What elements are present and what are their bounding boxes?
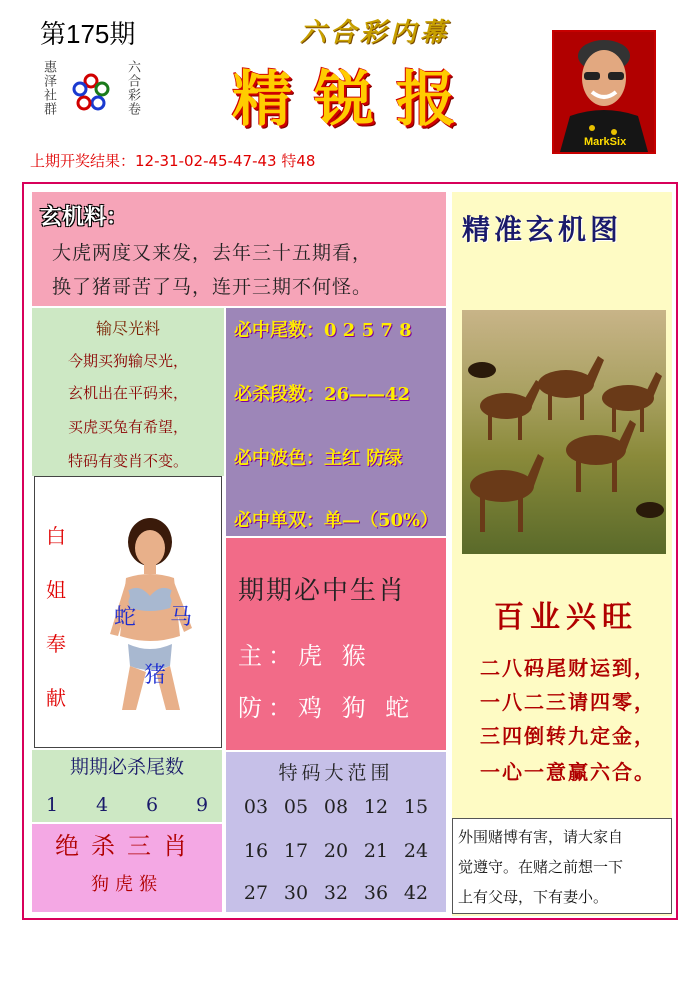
zodiac-title: 期期必中生肖 <box>238 576 407 606</box>
prediction-odd-even: 必中单双：单—（50%） <box>234 510 439 531</box>
horses-image <box>462 310 666 554</box>
poem-line-1: 今期买狗输尽光， <box>67 352 188 370</box>
kill-digit-3: 6 <box>146 794 159 816</box>
horses-icon <box>462 310 666 554</box>
zodiac-main: 主：虎 猴 <box>238 642 372 670</box>
prediction-tail: 必中尾数：0 2 5 7 8 <box>234 320 412 341</box>
poem-line-2: 玄机出在平码来， <box>67 384 188 402</box>
tema-range-title: 特码大范围 <box>278 762 394 784</box>
tema-number: 12 <box>363 796 389 818</box>
side-char-3: 奉 <box>46 632 66 656</box>
side-char-1: 白 <box>46 524 66 548</box>
poem-line-3: 买虎买兔有希望， <box>67 418 188 436</box>
zodiac-horse: 马 <box>170 605 193 630</box>
prosperity-title: 百业兴旺 <box>494 600 638 635</box>
portrait-photo <box>552 30 656 154</box>
xuanji-line-1: 大虎两度又来发，去年三十五期看， <box>52 242 373 264</box>
last-result: 上期开奖结果：12-31-02-45-47-43 特48 <box>30 152 316 170</box>
kill-tail-title: 期期必杀尾数 <box>69 756 184 778</box>
tema-number: 05 <box>283 796 309 818</box>
xuanji-title: 玄机料： <box>40 204 129 230</box>
warning-line-3: 上有父母，下有妻小。 <box>458 888 609 906</box>
prediction-panel <box>226 308 446 536</box>
logo <box>30 58 152 132</box>
tagline: 六合彩内幕 <box>300 18 451 48</box>
side-char-2: 姐 <box>46 578 66 602</box>
zodiac-snake: 蛇 <box>114 605 137 630</box>
prediction-range: 必杀段数：26——42 <box>234 384 411 405</box>
flower-logo-icon <box>70 72 112 114</box>
poem-title: 输尽光料 <box>95 319 160 338</box>
tema-number: 42 <box>403 882 429 904</box>
issue-number: 第175期 <box>40 19 136 49</box>
tema-number: 21 <box>363 840 389 862</box>
zodiac-guard: 防：鸡 狗 蛇 <box>238 694 416 722</box>
logo-left-text: 惠泽社群 <box>41 60 56 116</box>
right-line-4: 一心一意赢六合。 <box>480 760 656 784</box>
side-char-4: 献 <box>46 686 66 710</box>
logo-right-text: 六合彩卷 <box>125 60 140 116</box>
kill-digit-1: 1 <box>46 794 59 816</box>
kill-digit-2: 4 <box>96 794 109 816</box>
tema-number: 08 <box>323 796 349 818</box>
tema-number: 32 <box>323 882 349 904</box>
tema-number: 17 <box>283 840 309 862</box>
prediction-color: 必中波色：主红 防绿 <box>234 448 403 469</box>
tema-number: 16 <box>243 840 269 862</box>
tema-number: 30 <box>283 882 309 904</box>
xuanji-line-2: 换了猪哥苦了马，连开三期不何怪。 <box>52 276 373 298</box>
photo-caption: MarkSix <box>584 136 627 148</box>
poem-line-4: 特码有变肖不变。 <box>67 452 188 470</box>
tema-number: 20 <box>323 840 349 862</box>
zodiac-pig: 猪 <box>144 663 167 688</box>
masthead-title: 精锐报 <box>232 65 478 135</box>
three-kill-list: 狗虎猴 <box>91 874 163 895</box>
tema-number: 15 <box>403 796 429 818</box>
tema-number: 24 <box>403 840 429 862</box>
warning-line-2: 觉遵守。在赌之前想一下 <box>458 858 624 876</box>
three-kill-title: 绝杀三肖 <box>55 832 199 860</box>
right-line-1: 二八码尾财运到， <box>480 656 656 680</box>
kill-digit-4: 9 <box>196 794 209 816</box>
right-title: 精准玄机图 <box>462 213 623 246</box>
warning-line-1: 外围赌博有害，请大家自 <box>458 828 624 846</box>
right-line-2: 一八二三请四零， <box>480 690 656 714</box>
right-line-3: 三四倒转九定金， <box>480 724 656 748</box>
tema-number: 27 <box>243 882 269 904</box>
tema-number: 03 <box>243 796 269 818</box>
portrait-icon <box>554 32 654 152</box>
tema-number: 36 <box>363 882 389 904</box>
